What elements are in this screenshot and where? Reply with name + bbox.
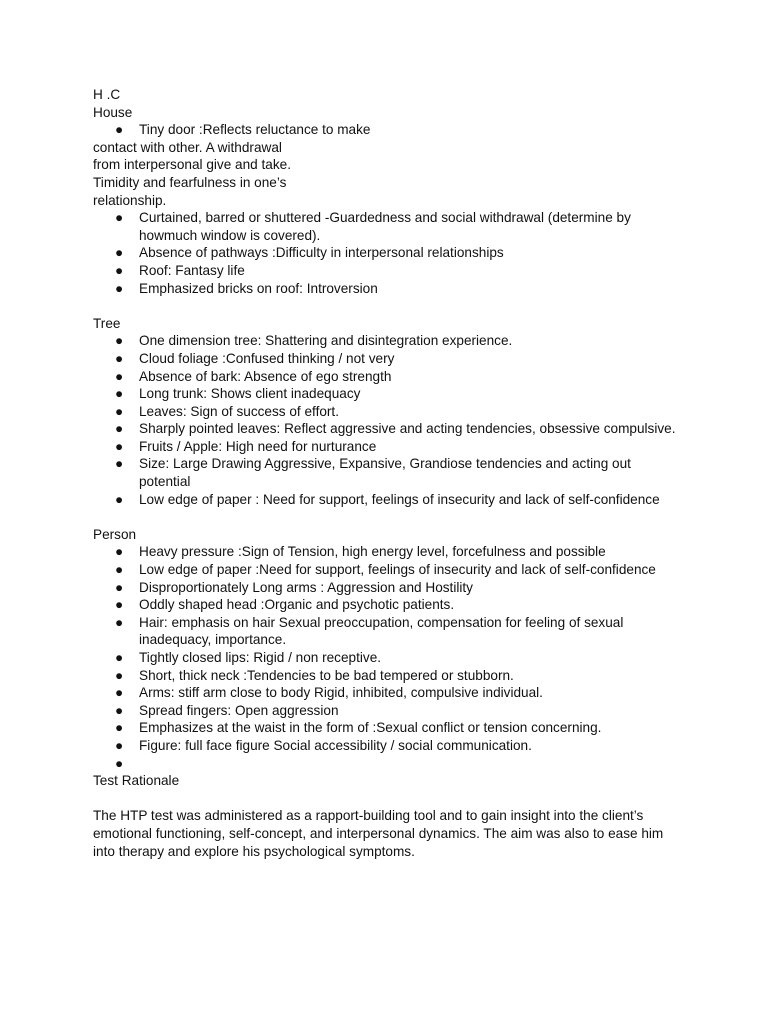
list-item [93,455,683,490]
bullet-icon: ● [115,650,124,665]
spacer [93,508,683,526]
list-item [93,719,683,737]
list-item-text: Spread fingers: Open aggression [139,702,339,718]
list-item-text: Oddly shaped head :Organic and psychotic patients. [139,597,455,613]
list-item-text: Leaves: Sign of success of effort. [139,403,339,419]
tree-section-title: Tree [93,315,121,331]
bullet-icon: ● [115,579,124,595]
list-item-text: Fruits / Apple: High need for nurturance [139,438,377,454]
house-section-title: House [93,104,133,120]
person-section-title: Person [93,526,137,542]
bullet-icon: ● [115,438,124,454]
bullet-icon: ● [115,421,124,437]
bullet-icon: ● [115,350,124,366]
bullet-icon: ● [115,685,124,701]
list-item [93,543,683,561]
document-page [93,86,683,860]
document-heading: H .C [93,87,121,102]
list-item [93,420,683,438]
bullet-icon: ● [115,280,124,296]
list-item [93,368,683,386]
list-item [93,702,683,720]
bullet-icon: ● [115,737,124,753]
list-item-text: Low edge of paper : Need for support, feelings of insecurity and lack of self-confidence [139,491,660,507]
list-item [93,244,683,262]
list-item-text: One dimension tree: Shattering and disintegration experience. [139,333,513,349]
spacer [93,297,683,315]
bullet-icon: ● [115,597,124,613]
list-item-text: Arms: stiff arm close to body Rigid, inhibited, compulsive individual. [139,685,543,701]
bullet-icon: ● [115,403,124,419]
bullet-icon: ● [115,667,124,683]
house-first-list [93,121,683,139]
list-item [93,350,683,368]
list-item [93,262,683,280]
list-item [93,684,683,702]
list-item [93,561,683,579]
list-item [93,491,683,509]
bullet-icon: ● [115,720,124,736]
list-item-text: Sharply pointed leaves: Reflect aggressive and acting tendencies, obsessive compulsive. [139,421,676,437]
list-item [93,121,683,139]
bullet-icon: ● [115,755,124,771]
list-item [93,385,683,403]
list-item [93,755,683,773]
house-continuation-line: contact with other. A withdrawal [93,139,282,155]
list-item-text: Hair: emphasis on hair Sexual preoccupation, compensation for feeling of sexual inadequacy, importance. [139,614,624,648]
list-item [93,596,683,614]
spacer [93,790,683,808]
list-item [93,579,683,597]
list-item-text: Absence of bark: Absence of ego strength [139,368,392,384]
house-continuation-line: relationship. [93,192,167,208]
list-item [93,209,683,244]
list-item-text: Tiny door :Reflects reluctance to make [139,122,371,138]
bullet-icon: ● [115,122,124,138]
bullet-icon: ● [115,456,124,472]
bullet-icon: ● [115,562,124,578]
house-continuation-line: from interpersonal give and take. [93,157,291,173]
bullet-icon: ● [115,210,124,226]
list-item-text: Curtained, barred or shuttered -Guardedness and social withdrawal (determine by howmuch window is covered). [139,210,631,243]
list-item-text: Emphasizes at the waist in the form of :Sexual conflict or tension concerning. [139,720,602,736]
list-item [93,667,683,685]
list-item [93,438,683,456]
list-item-text: Emphasized bricks on roof: Introversion [139,280,378,296]
list-item [93,649,683,667]
rationale-section-title: Test Rationale [93,773,180,789]
house-list [93,209,683,297]
house-continuation-line: Timidity and fearfulness in one’s [93,174,287,190]
list-item [93,737,683,755]
list-item-text: Heavy pressure :Sign of Tension, high energy level, forcefulness and possible [139,544,606,560]
list-item-text: Long trunk: Shows client inadequacy [139,386,361,402]
list-item-text: Size: Large Drawing Aggressive, Expansive, Grandiose tendencies and acting out potential [139,456,631,490]
list-item-text: Disproportionately Long arms : Aggression and Hostility [139,579,473,595]
list-item-text: Cloud foliage :Confused thinking / not very [139,350,395,366]
rationale-paragraph: The HTP test was administered as a rapport-building tool and to gain insight into the client’s emotional functioning, self-concept, and interpersonal dynamics. The aim was also to ease him into therapy and explore his psychological symptoms. [93,808,664,859]
bullet-icon: ● [115,368,124,384]
bullet-icon: ● [115,245,124,261]
bullet-icon: ● [115,491,124,507]
list-item-text: Absence of pathways :Difficulty in interpersonal relationships [139,245,504,261]
list-item [93,614,683,649]
list-item [93,332,683,350]
list-item [93,280,683,298]
person-list [93,543,683,772]
list-item-text: Low edge of paper :Need for support, feelings of insecurity and lack of self-confidence [139,562,656,578]
list-item [93,403,683,421]
tree-list [93,332,683,508]
bullet-icon: ● [115,702,124,718]
bullet-icon: ● [115,386,124,402]
list-item-text: Roof: Fantasy life [139,262,245,278]
bullet-icon: ● [115,333,124,349]
bullet-icon: ● [115,544,124,560]
list-item-text: Tightly closed lips: Rigid / non receptive. [139,650,382,665]
list-item-text: Figure: full face figure Social accessibility / social communication. [139,737,532,753]
bullet-icon: ● [115,614,124,630]
list-item-text: Short, thick neck :Tendencies to be bad tempered or stubborn. [139,667,514,683]
bullet-icon: ● [115,262,124,278]
